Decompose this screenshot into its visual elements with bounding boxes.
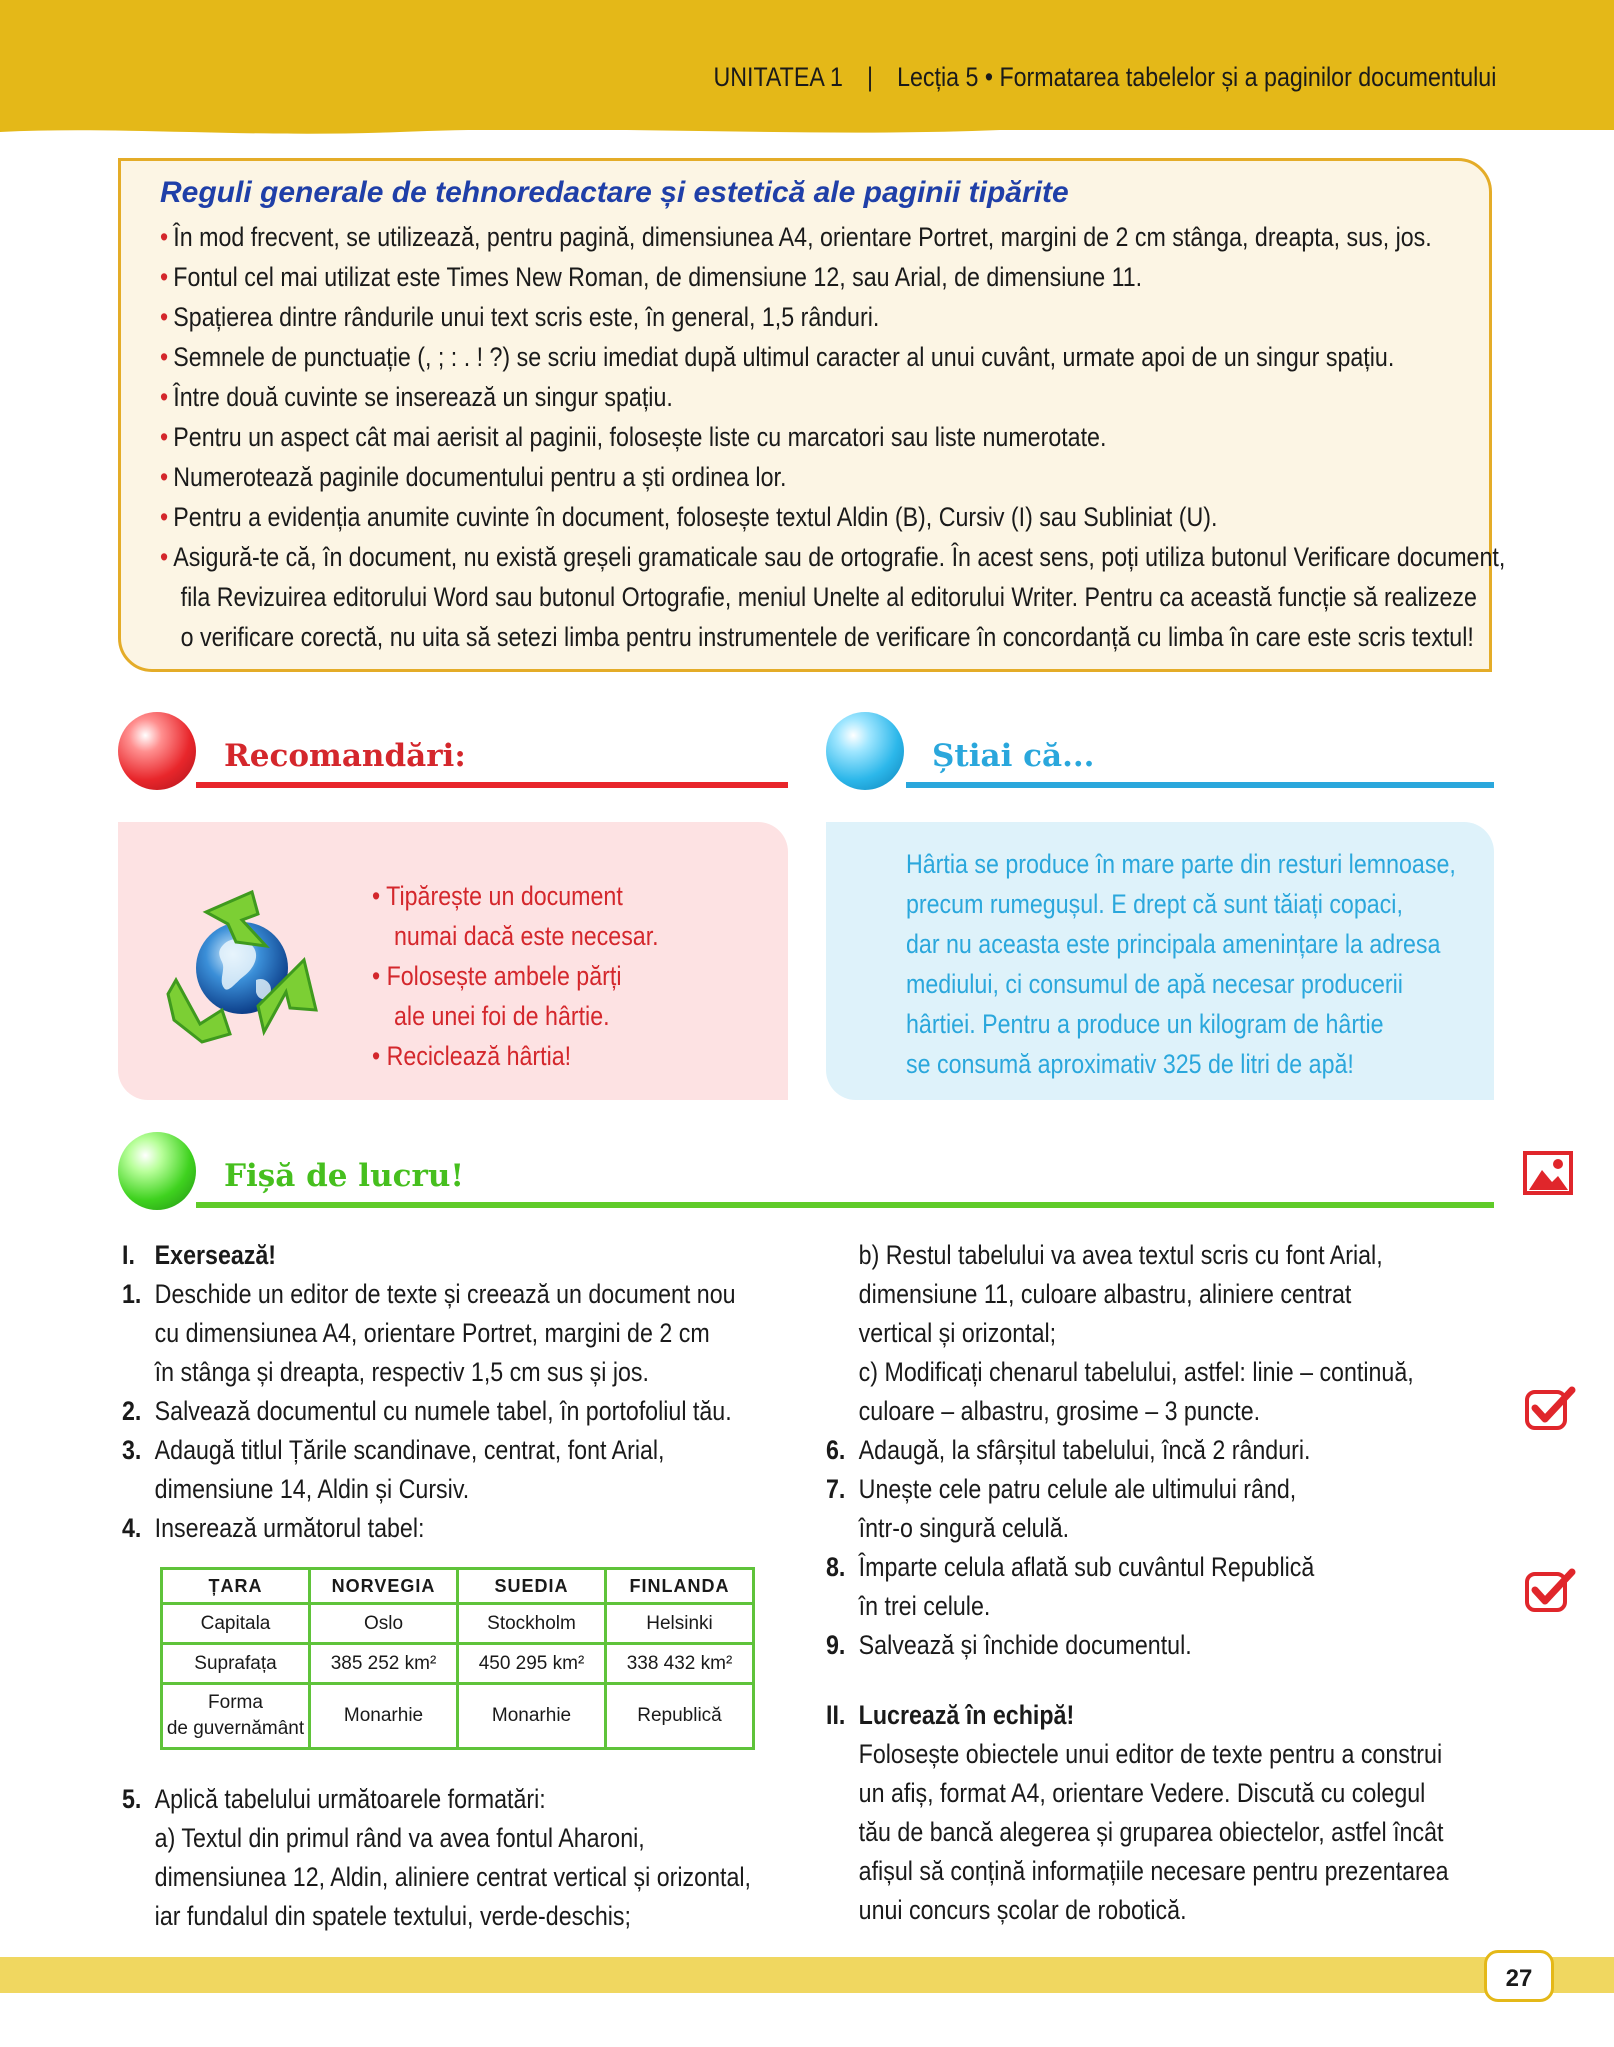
worksheet-line: [826, 1314, 1056, 1353]
worksheet-line: [826, 1236, 1383, 1275]
stiai-line: dar nu aceasta este principala amenințare la adresa: [906, 929, 1441, 959]
worksheet-line: [826, 1852, 1449, 1891]
worksheet-line: [122, 1275, 736, 1314]
worksheet-line: [826, 1353, 1414, 1392]
stiai-line: precum rumegușul. E drept că sunt tăiați copaci,: [906, 889, 1403, 919]
stiai-line: Hârtia se produce în mare parte din resturi lemnoase,: [906, 849, 1456, 879]
stiai-line: hârtiei. Pentru a produce un kilogram de hârtie: [906, 1009, 1384, 1039]
item-text: Exersează!: [154, 1240, 277, 1270]
line-text: În mod frecvent, se utilizează, pentru pagină, dimensiunea A4, orientare Portret, margini de 2 cm stânga, dreapta, sus, jos.: [173, 222, 1432, 252]
item-text: într-o singură celulă.: [858, 1513, 1070, 1543]
line-text: Pentru un aspect cât mai aerisit al paginii, folosește liste cu marcatori sau liste numerotate.: [173, 422, 1107, 452]
item-text: Adaugă titlul Țările scandinave, centrat, font Arial,: [154, 1435, 665, 1465]
worksheet-line: [826, 1774, 1425, 1813]
table-header-row: [162, 1569, 754, 1604]
item-number: 8.: [826, 1552, 846, 1582]
bullet-icon: •: [160, 542, 169, 572]
item-number: 7.: [826, 1474, 846, 1504]
image-icon: [1522, 1150, 1574, 1196]
bullet-icon: •: [160, 502, 169, 532]
recycle-globe-icon: [166, 884, 318, 1046]
worksheet-line: [826, 1891, 1187, 1930]
item-text: Lucrează în echipă!: [858, 1700, 1075, 1730]
item-text: tău de bancă alegerea și gruparea obiectelor, astfel încât: [858, 1817, 1444, 1847]
text-line: [160, 617, 1474, 657]
table-header-cell: NORVEGIA: [310, 1569, 458, 1604]
worksheet-line: [122, 1897, 631, 1936]
worksheet-line: [826, 1431, 1310, 1470]
recomandare-item: • Reciclează hârtia!: [372, 1041, 572, 1071]
item-text: Salvează și închide documentul.: [858, 1630, 1192, 1660]
item-text: Folosește obiectele unui editor de texte pentru a construi: [858, 1739, 1443, 1769]
text-line: [160, 497, 1217, 537]
line-text: o verificare corectă, nu uita să setezi limba pentru instrumentele de verificare în concordanță cu limba în care este scris textul!: [180, 622, 1474, 652]
line-text: Asigură-te că, în document, nu există greșeli gramaticale sau de ortografie. În acest sens, poți utiliza butonul Verificare document,: [173, 542, 1506, 572]
item-number: 5.: [122, 1784, 142, 1814]
text-line: [160, 537, 1505, 577]
header-breadcrumb: [713, 62, 1496, 93]
cell-line: Forma: [208, 1692, 263, 1713]
page-number: 27: [1484, 1950, 1554, 2002]
table-header-cell: ȚARA: [162, 1569, 310, 1604]
item-number: 9.: [826, 1630, 846, 1660]
item-text: Unește cele patru celule ale ultimului rând,: [858, 1474, 1297, 1504]
item-text: Deschide un editor de texte și creează un document nou: [154, 1279, 736, 1309]
worksheet-line: [826, 1470, 1296, 1509]
table-cell: Helsinki: [606, 1604, 754, 1644]
worksheet-line: [122, 1431, 665, 1470]
item-text: a) Textul din primul rând va avea fontul Aharoni,: [154, 1823, 645, 1853]
recomandare-item: ale unei foi de hârtie.: [394, 1001, 610, 1031]
red-ball-icon: [118, 712, 196, 790]
unit-label: UNITATEA 1: [713, 62, 843, 92]
item-text: în trei celule.: [858, 1591, 991, 1621]
item-text: c) Modificați chenarul tabelului, astfel: linie – continuă,: [858, 1357, 1414, 1387]
table-row: [162, 1684, 754, 1749]
line-text: Numerotează paginile documentului pentru a ști ordinea lor.: [173, 462, 787, 492]
line-text: Pentru a evidenția anumite cuvinte în document, folosește textul Aldin (B), Cursiv (I) sau Subliniat (U).: [173, 502, 1218, 532]
item-number: 1.: [122, 1279, 142, 1309]
item-text: Inserează următorul tabel:: [154, 1513, 425, 1543]
worksheet-line: [826, 1275, 1351, 1314]
table-row: [162, 1644, 754, 1684]
table-cell: 338 432 km²: [606, 1644, 754, 1684]
worksheet-line: [122, 1353, 649, 1392]
item-number: 3.: [122, 1435, 142, 1465]
table-header-cell: FINLANDA: [606, 1569, 754, 1604]
line-text: Spațierea dintre rândurile unui text scris este, în general, 1,5 rânduri.: [173, 302, 880, 332]
checkmark-icon: [1524, 1568, 1576, 1614]
table-cell: Republică: [606, 1684, 754, 1749]
worksheet-line: [122, 1236, 276, 1275]
recomandare-item: • Tipărește un document: [372, 881, 623, 911]
table-cell: Stockholm: [458, 1604, 606, 1644]
item-text: afișul să conțină informațiile necesare pentru prezentarea: [858, 1856, 1449, 1886]
item-text: b) Restul tabelului va avea textul scris cu font Arial,: [858, 1240, 1383, 1270]
bullet-icon: •: [160, 222, 169, 252]
table-cell: 450 295 km²: [458, 1644, 606, 1684]
countries-table: [160, 1567, 755, 1750]
item-text: iar fundalul din spatele textului, verde-deschis;: [154, 1901, 631, 1931]
text-line: [160, 577, 1477, 617]
recomandari-title: Recomandări:: [224, 738, 466, 774]
text-line: [160, 297, 879, 337]
line-text: Între două cuvinte se inserează un singur spațiu.: [173, 382, 673, 412]
line-text: Fontul cel mai utilizat este Times New Roman, de dimensiune 12, sau Arial, de dimensiune 11.: [173, 262, 1143, 292]
item-number: I.: [122, 1240, 135, 1270]
worksheet-line: [122, 1314, 710, 1353]
item-text: dimensiune 11, culoare albastru, aliniere centrat: [858, 1279, 1352, 1309]
item-text: Salvează documentul cu numele tabel, în portofoliul tău.: [154, 1396, 732, 1426]
worksheet-line: [826, 1626, 1192, 1665]
text-line: [160, 377, 673, 417]
item-text: Împarte celula aflată sub cuvântul Republică: [858, 1552, 1315, 1582]
header-wave: [0, 118, 1614, 140]
stiai-underline: [906, 782, 1494, 788]
table-cell: Monarhie: [458, 1684, 606, 1749]
worksheet-line: [826, 1509, 1069, 1548]
item-text: cu dimensiunea A4, orientare Portret, margini de 2 cm: [154, 1318, 710, 1348]
stiai-line: se consumă aproximativ 325 de litri de apă!: [906, 1049, 1354, 1079]
stiai-title: Știai că...: [932, 738, 1095, 774]
item-text: un afiș, format A4, orientare Vedere. Discută cu colegul: [858, 1778, 1426, 1808]
checkmark-icon: [1524, 1386, 1576, 1432]
item-number: 6.: [826, 1435, 846, 1465]
line-text: fila Revizuirea editorului Word sau butonul Ortografie, meniul Unelte al editorului Writer. Pentru ca această funcție să realizeze: [180, 582, 1477, 612]
worksheet-line: [122, 1470, 469, 1509]
item-text: în stânga și dreapta, respectiv 1,5 cm sus și jos.: [154, 1357, 649, 1387]
item-text: unui concurs școlar de robotică.: [858, 1895, 1187, 1925]
recomandari-underline: [196, 782, 788, 788]
worksheet-line: [122, 1509, 424, 1548]
bullet-icon: •: [160, 262, 169, 292]
bullet-icon: •: [160, 382, 169, 412]
worksheet-line: [826, 1735, 1442, 1774]
bullet-icon: •: [160, 422, 169, 452]
worksheet-line: [826, 1696, 1074, 1735]
bullet-icon: •: [160, 462, 169, 492]
table-cell: [162, 1684, 310, 1749]
item-text: Adaugă, la sfârșitul tabelului, încă 2 rânduri.: [858, 1435, 1311, 1465]
table-cell: Monarhie: [310, 1684, 458, 1749]
item-text: vertical și orizontal;: [858, 1318, 1057, 1348]
item-text: Aplică tabelului următoarele formatări:: [154, 1784, 546, 1814]
worksheet-line: [826, 1548, 1314, 1587]
worksheet-line: [826, 1587, 990, 1626]
text-line: [160, 217, 1432, 257]
stiai-line: mediului, ci consumul de apă necesar producerii: [906, 969, 1403, 999]
item-text: culoare – albastru, grosime – 3 puncte.: [858, 1396, 1261, 1426]
text-line: [160, 417, 1106, 457]
lesson-label: Lecția 5 • Formatarea tabelelor și a paginilor documentului: [896, 62, 1496, 92]
recomandare-item: • Folosește ambele părți: [372, 961, 622, 991]
cell-line: de guvernământ: [166, 1718, 305, 1739]
table-row: [162, 1604, 754, 1644]
line-text: Semnele de punctuație (, ; : . ! ?) se scriu imediat după ultimul caracter al unui cuvânt, urmate apoi de un singur spațiu.: [173, 342, 1395, 372]
item-text: dimensiunea 12, Aldin, aliniere centrat vertical și orizontal,: [154, 1862, 751, 1892]
bullet-icon: •: [160, 302, 169, 332]
header-separator: |: [866, 62, 873, 92]
fisa-title: Fișă de lucru!: [224, 1158, 464, 1194]
page-footer-band: [0, 1957, 1614, 1993]
recomandare-item: numai dacă este necesar.: [394, 921, 659, 951]
table-header-cell: SUEDIA: [458, 1569, 606, 1604]
worksheet-line: [826, 1813, 1443, 1852]
bullet-icon: •: [160, 342, 169, 372]
item-number: II.: [826, 1700, 846, 1730]
table-cell: Oslo: [310, 1604, 458, 1644]
table-cell: Suprafața: [162, 1644, 310, 1684]
item-number: 4.: [122, 1513, 142, 1543]
worksheet-line: [122, 1819, 645, 1858]
fisa-underline: [196, 1202, 1494, 1208]
worksheet-line: [122, 1780, 546, 1819]
table-cell: 385 252 km²: [310, 1644, 458, 1684]
worksheet-line: [122, 1858, 751, 1897]
green-ball-icon: [118, 1132, 196, 1210]
blue-ball-icon: [826, 712, 904, 790]
table-cell: Capitala: [162, 1604, 310, 1644]
text-line: [160, 257, 1142, 297]
item-number: 2.: [122, 1396, 142, 1426]
worksheet-line: [122, 1392, 732, 1431]
text-line: [160, 457, 786, 497]
text-line: [160, 337, 1394, 377]
item-text: dimensiune 14, Aldin și Cursiv.: [154, 1474, 470, 1504]
worksheet-line: [826, 1392, 1260, 1431]
rules-title: Reguli generale de tehnoredactare și estetică ale paginii tipărite: [160, 176, 1069, 209]
